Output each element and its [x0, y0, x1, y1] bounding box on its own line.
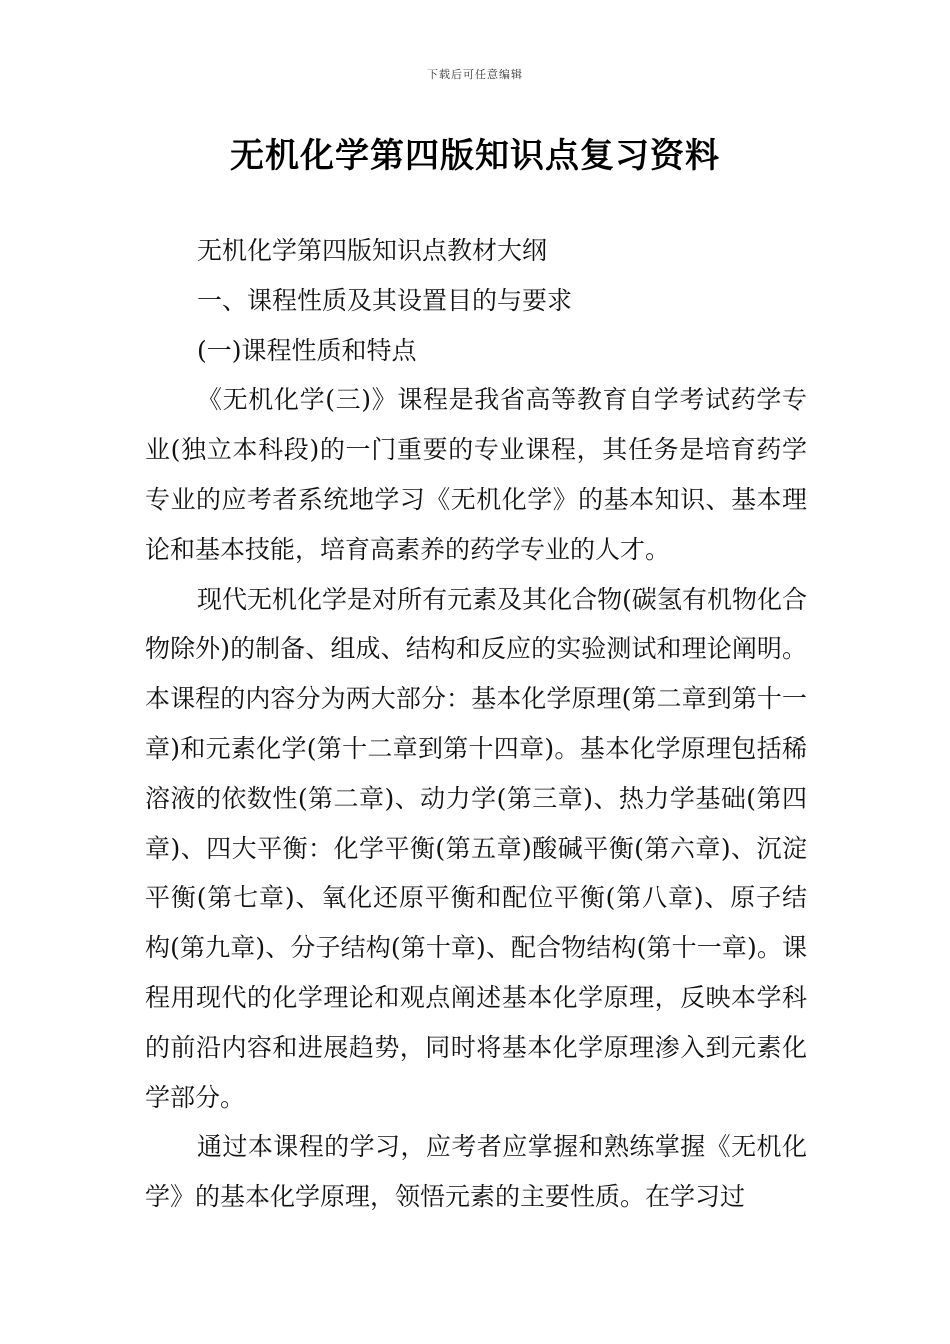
document-title: 无机化学第四版知识点复习资料 — [230, 136, 720, 176]
section-heading: 一、课程性质及其设置目的与要求 — [197, 285, 573, 315]
body-paragraph: 《无机化学(三)》课程是我省高等教育自学考试药学专业(独立本科段)的一门重要的专业课程，其任务是培育药学专业的应考者系统地学习《无机化学》的基本知识、基本理论和基本技能，培育高素养的药学专业的人才。 — [145, 385, 807, 564]
header-note: 下载后可任意编辑 — [427, 68, 523, 81]
document-body — [145, 226, 807, 1222]
body-paragraph: 通过本课程的学习，应考者应掌握和熟练掌握《无机化学》的基本化学原理，领悟元素的主要性质。在学习过 — [145, 1132, 807, 1212]
outline-heading: 无机化学第四版知识点教材大纲 — [197, 236, 548, 265]
subsection-heading: (一)课程性质和特点 — [197, 335, 417, 365]
body-paragraph: 现代无机化学是对所有元素及其化合物(碳氢有机物化合物除外)的制备、组成、结构和反应的实验测试和理论阐明。本课程的内容分为两大部分：基本化学原理(第二章到第十一章)和元素化学(第十二章到第十四章)。基本化学原理包括稀溶液的依数性(第二章)、动力学(第三章)、热力学基础(第四章)、四大平衡：化学平衡(第五章)酸碱平衡(第六章)、沉淀平衡(第七章)、氧化还原平衡和配位平衡(第八章)、原子结构(第九章)、分子结构(第十章)、配合物结构(第十一章)。课程用现代的化学理论和观点阐述基本化学原理，反映本学科的前沿内容和进展趋势，同时将基本化学原理渗入到元素化学部分。 — [145, 584, 807, 1112]
